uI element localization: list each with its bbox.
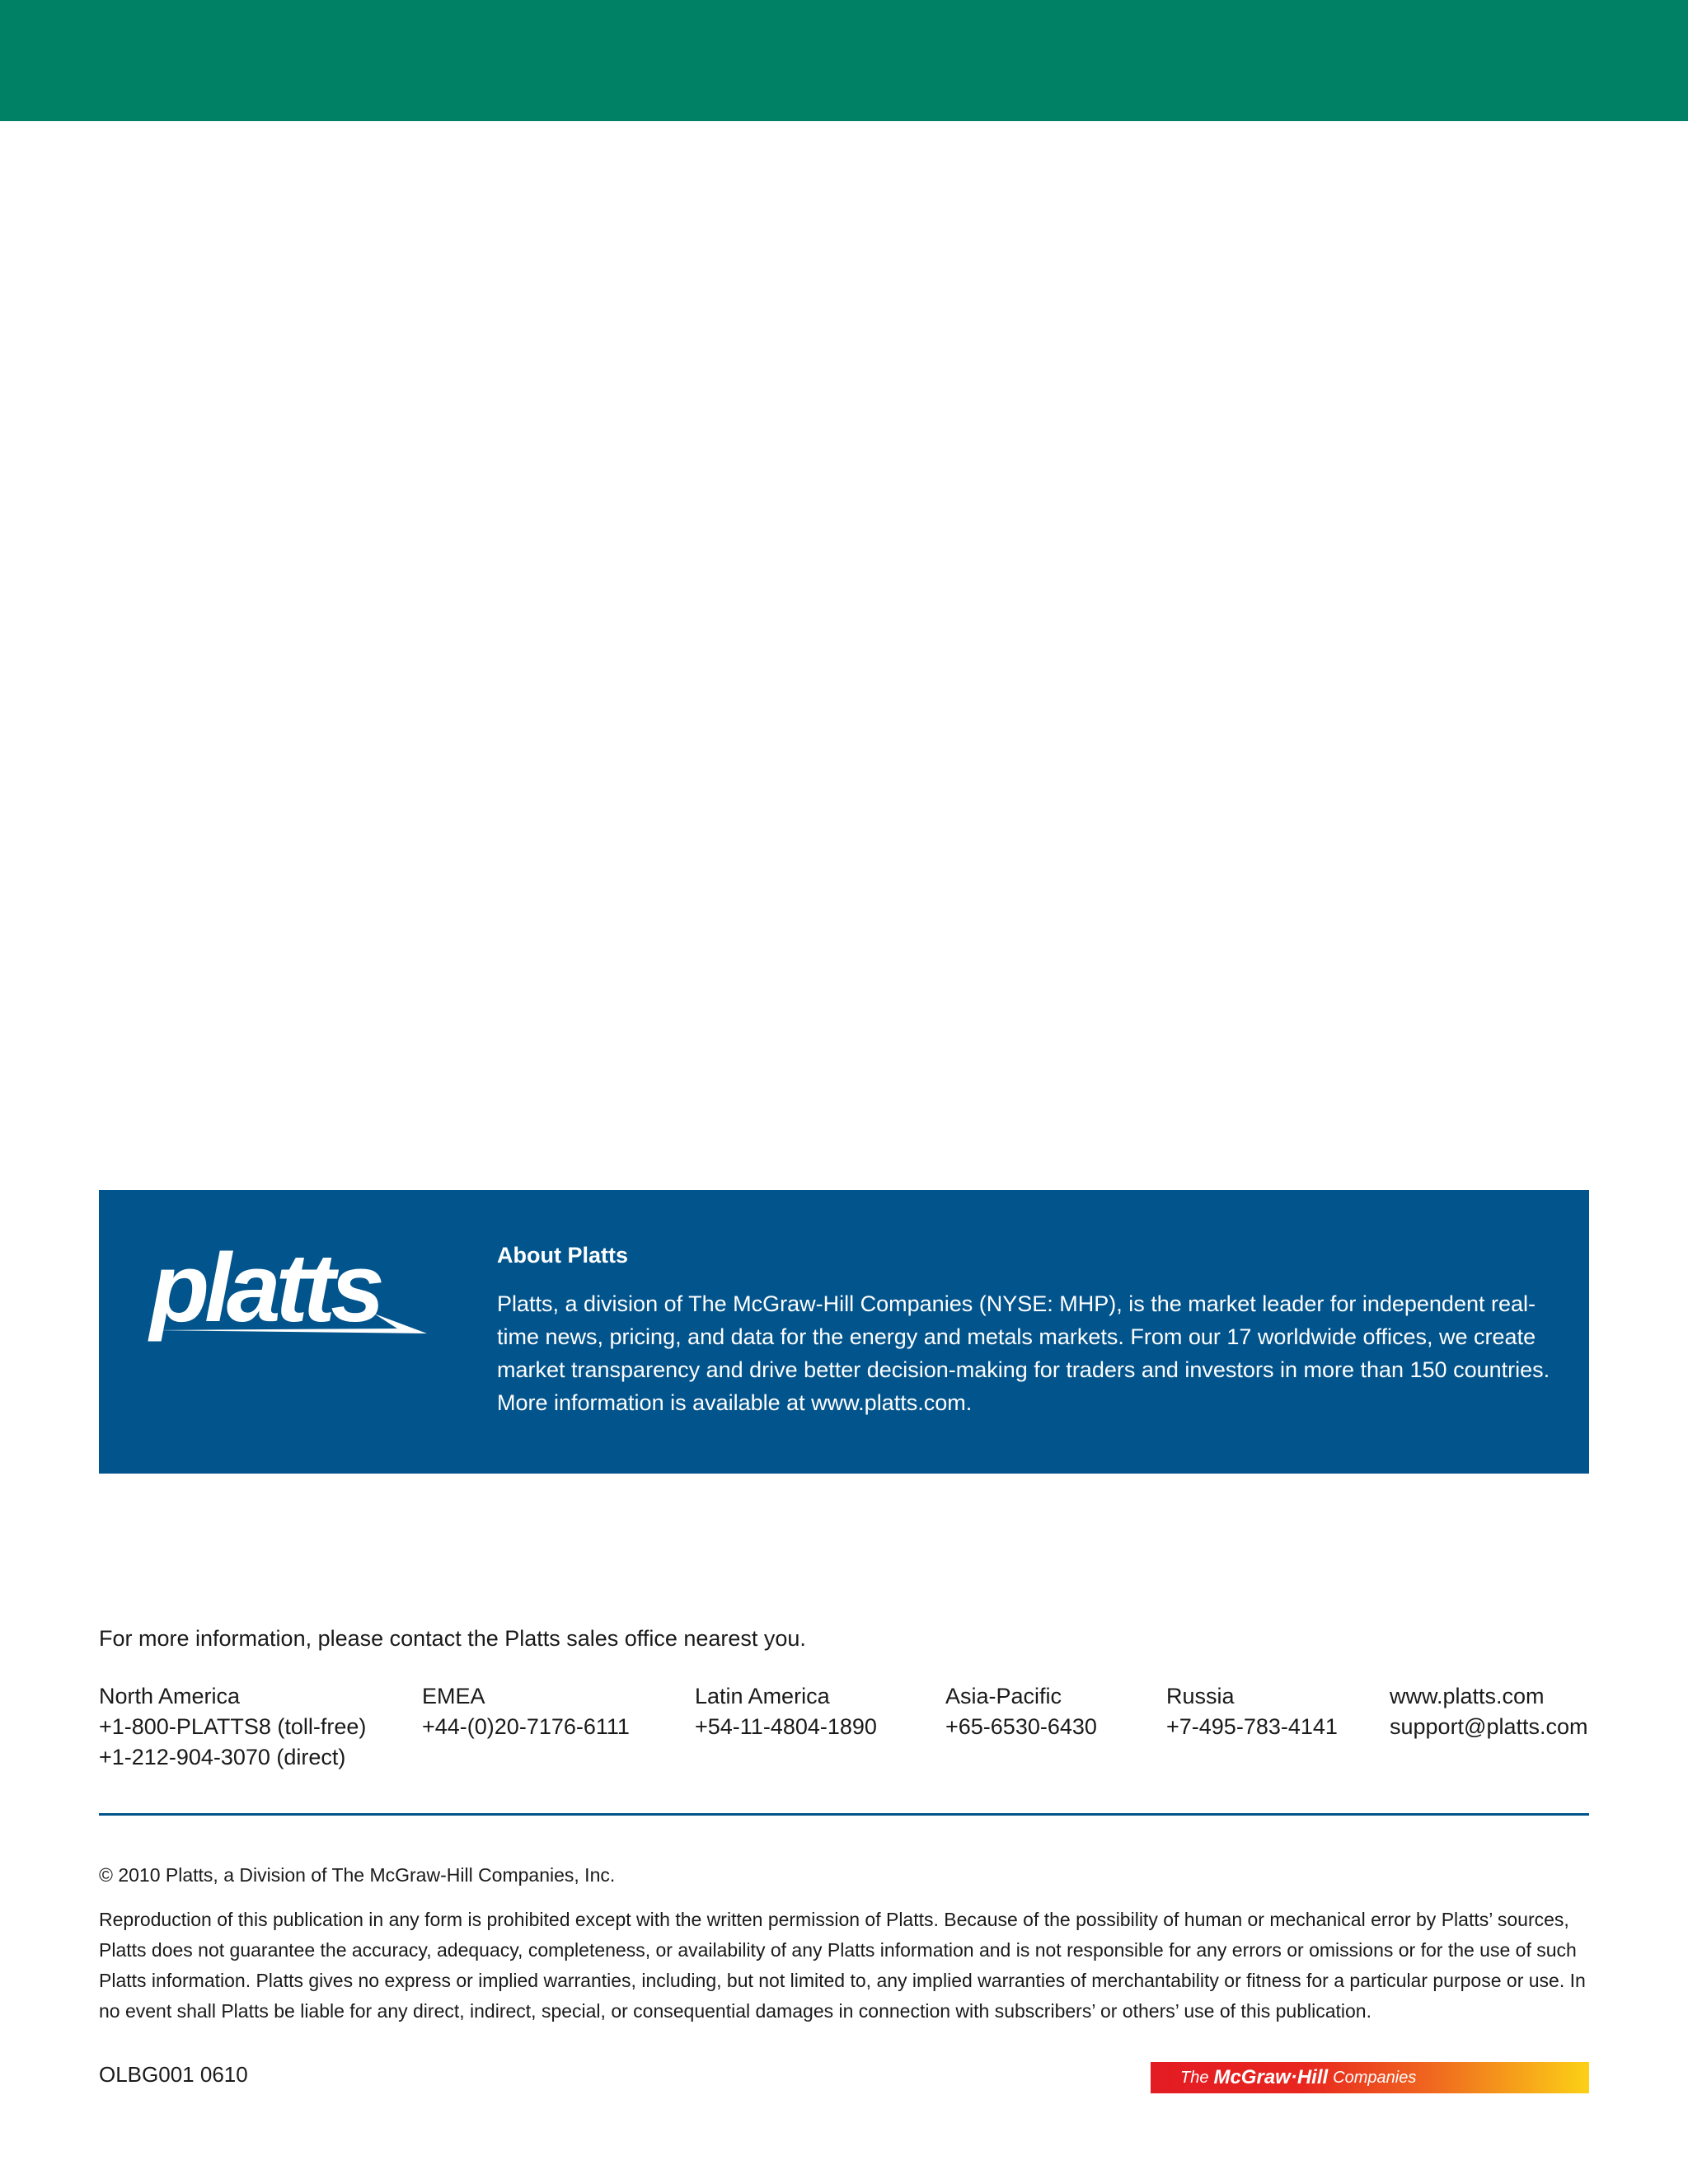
office-latin-america <box>695 1681 877 1742</box>
disclaimer-text: Reproduction of this publication in any form is prohibited except with the written permission of Platts. Because of the possibility of human or mechanical error by Platts’ sources, Platts does not guarantee the accuracy, adequacy, completeness, or availability of any Platts information and is not responsible for any errors or omissions or for the use of such Platts information. Platts gives no express or implied warranties, including, but not limited to, any implied warranties of merchantability or fitness for a particular purpose or use. In no event shall Platts be liable for any direct, indirect, special, or consequential damages in connection with subscribers’ or others’ use of this publication. <box>99 1909 1586 2022</box>
divider-rule <box>99 1813 1589 1816</box>
office-phone: +44-(0)20-7176-6111 <box>422 1714 630 1739</box>
office-phone: +65-6530-6430 <box>945 1714 1097 1739</box>
contact-intro: For more information, please contact the Platts sales office nearest you. <box>99 1626 806 1651</box>
office-region: Latin America <box>695 1684 830 1708</box>
office-emea <box>422 1681 630 1742</box>
mh-logo-prefix: The <box>1180 2068 1209 2087</box>
office-region: Russia <box>1166 1684 1235 1708</box>
office-region: Asia-Pacific <box>945 1684 1062 1708</box>
office-phone: +7-495-783-4141 <box>1166 1714 1338 1739</box>
about-title: About Platts <box>497 1243 628 1268</box>
office-region: North America <box>99 1684 241 1708</box>
document-code: OLBG001 0610 <box>99 2062 248 2087</box>
mh-logo-suffix: Companies <box>1333 2068 1417 2087</box>
copyright-notice: © 2010 Platts, a Division of The McGraw-Hill Companies, Inc. <box>99 1864 616 1886</box>
website-link[interactable]: www.platts.com <box>1390 1684 1545 1708</box>
platts-logo-wordmark: platts <box>150 1234 380 1343</box>
platts-logo <box>150 1234 447 1343</box>
office-north-america <box>99 1681 366 1773</box>
mh-logo-name: McGraw·Hill <box>1213 2066 1329 2088</box>
office-russia <box>1166 1681 1338 1742</box>
office-phone-direct: +1-212-904-3070 (direct) <box>99 1745 346 1769</box>
office-phone: +1-800-PLATTS8 (toll-free) <box>99 1714 367 1739</box>
support-email-link[interactable]: support@platts.com <box>1390 1714 1588 1739</box>
office-region: EMEA <box>422 1684 485 1708</box>
office-asia-pacific <box>945 1681 1097 1742</box>
about-description: Platts, a division of The McGraw-Hill Companies (NYSE: MHP), is the market leader for independent real-time news, pricing, and data for the energy and metals markets. From our 17 worldwide offices, we create market transparency and drive better decision-making for traders and investors in more than 150 countries. More information is available at www.platts.com. <box>497 1291 1550 1415</box>
about-platts-box <box>99 1190 1589 1474</box>
office-phone: +54-11-4804-1890 <box>695 1714 877 1739</box>
top-color-band <box>0 0 1688 121</box>
mcgraw-hill-logo <box>1151 2062 1589 2093</box>
office-web <box>1390 1681 1588 1742</box>
logo-swoosh-icon <box>150 1305 430 1338</box>
